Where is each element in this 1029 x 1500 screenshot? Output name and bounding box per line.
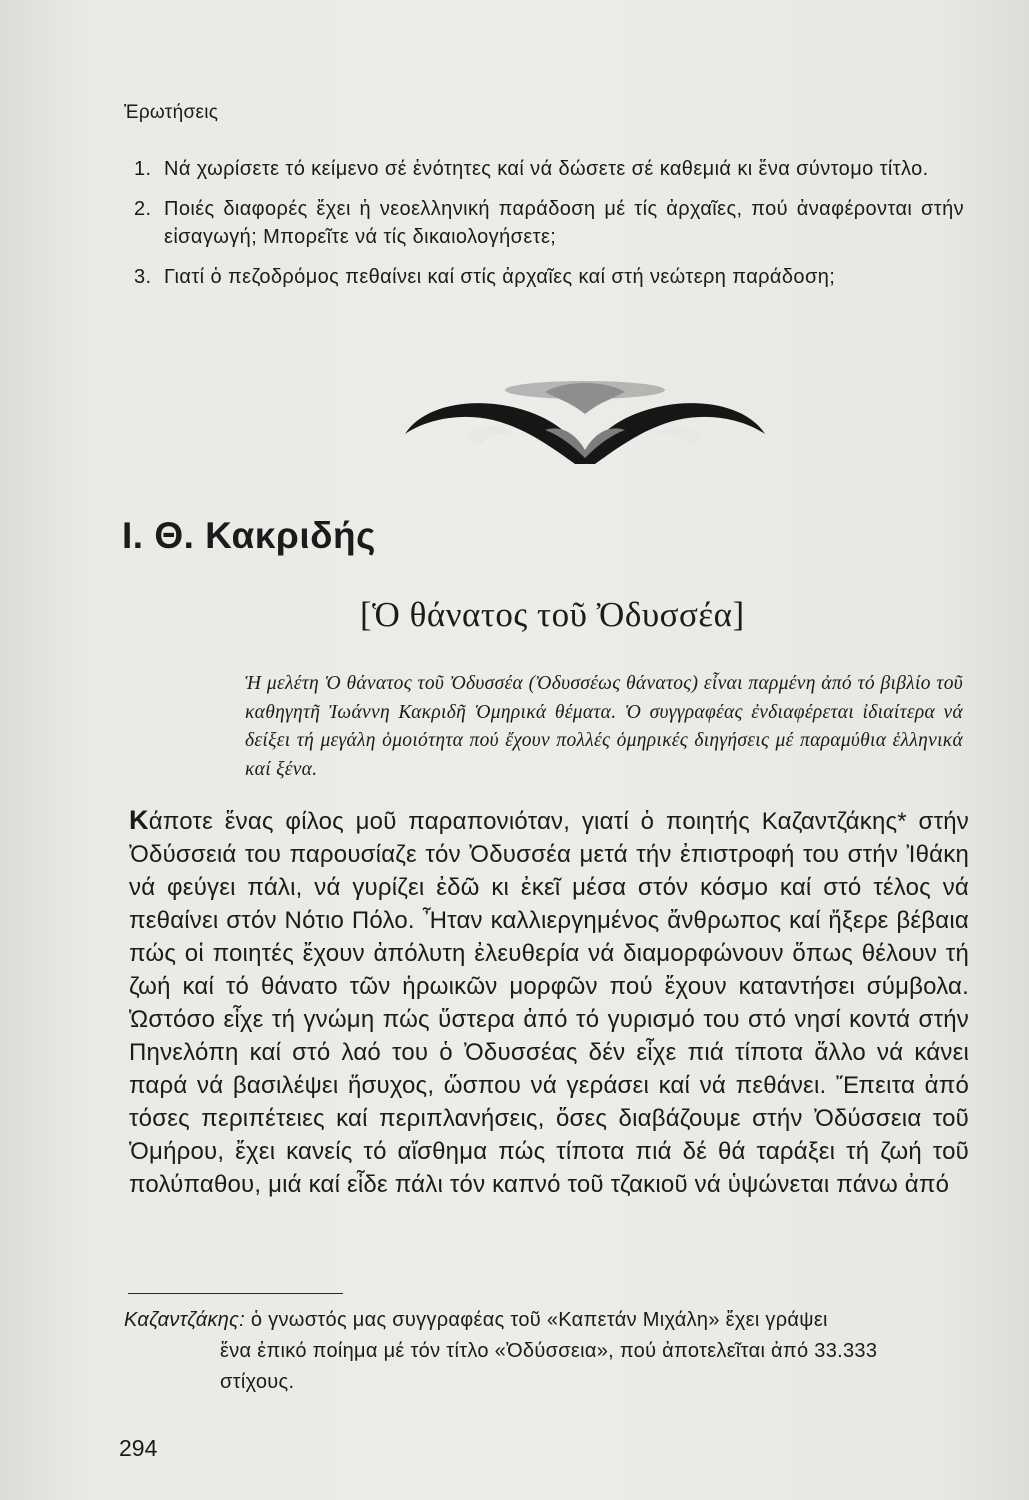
question-text: Γιατί ὁ πεζοδρόμος πεθαίνει καί στίς ἀρχαῖες καί στή νεώτερη παράδοση; — [164, 266, 836, 288]
footnote-term: Καζαντζάκης: — [124, 1309, 246, 1331]
question-number: 2. — [134, 198, 152, 220]
footnote — [124, 1305, 974, 1398]
initial-letter: Κ — [129, 805, 149, 835]
author-name: Ι. Θ. Κακριδής — [122, 515, 376, 556]
page-number: 294 — [119, 1435, 158, 1461]
questions-list — [134, 155, 964, 303]
question-item — [134, 263, 964, 291]
intro-paragraph: Ἡ μελέτη Ὁ θάνατος τοῦ Ὀδυσσέα (Ὀδυσσέως θάνατος) εἶναι παρμένη ἀπό τό βιβλίο τοῦ καθηγητῆ Ἰωάννη Κακριδῆ Ὁμηρικά θέματα. Ὁ συγγραφέας ἐνδιαφέρεται ἰδιαίτερα νά δείξει τή μεγάλη ὁμοιότητα πού ἔχουν πολλές ὁμηρικές διηγήσεις μέ παραμύθια ἑλληνικά καί ξένα. — [245, 673, 963, 780]
body-text: άποτε ἕνας φίλος μοῦ παραπονιόταν, γιατί ὁ ποιητής Καζαντζάκης* στήν Ὀδύσσειά του παρουσίαζε τόν Ὀδυσσέα μετά τήν ἐπιστροφή του στήν Ἰθάκη νά φεύγει πάλι, νά γυρίζει ἐδῶ κι ἐκεῖ μέσα στόν κόσμο καί στό τέλος νά πεθαίνει στόν Νότιο Πόλο. Ἦταν καλλιεργημένος ἄνθρωπος καί ἤξερε βέβαια πώς οἱ ποιητές ἔχουν ἀπόλυτη ἐλευθερία νά διαμορφώνουν ὅπως θέλουν τή ζωή καί τό θάνατο τῶν ἡρωικῶν μορφῶν πού ἔχουν καταντήσει σύμβολα. Ὡστόσο εἶχε τή γνώμη πώς ὕστερα ἀπό τό γυρισμό του στό νησί κοντά στήν Πηνελόπη καί στό λαό του ὁ Ὀδυσσέας δέν εἶχε πιά τίποτα ἄλλο νά κάνει παρά νά βασιλέψει ἥσυχος, ὥσπου νά γεράσει καί νά πεθάνει. Ἔπειτα ἀπό τόσες περιπέτειες καί περιπλανήσεις, ὅσες διαβάζουμε στήν Ὀδύσσεια τοῦ Ὁμήρου, ἔχει κανείς τό αἴσθημα πώς τίποτα πιά δέ θά ταράξει τή ζωή τοῦ πολύπαθου, μιά καί εἶδε πάλι τόν καπνό τοῦ τζακιοῦ νά ὑψώνεται πάνω ἀπό — [129, 808, 969, 1198]
footnote-line: ἕνα ἐπικό ποίημα μέ τόν τίτλο «Ὀδύσσεια», πού ἀποτελεῖται ἀπό 33.333 — [220, 1340, 878, 1362]
essay-title: [Ὁ θάνατος τοῦ Ὀδυσσέα] — [360, 595, 745, 634]
footnote-line: ὁ γνωστός μας συγγραφέας τοῦ «Καπετάν Μιχάλη» ἔχει γράψει — [250, 1309, 828, 1331]
questions-heading: Ἐρωτήσεις — [124, 102, 219, 123]
footnote-rule — [128, 1293, 343, 1294]
question-text: Νά χωρίσετε τό κείμενο σέ ἑνότητες καί νά δώσετε σέ καθεμιά κι ἕνα σύντομο τίτλο. — [164, 158, 929, 180]
question-number: 3. — [134, 266, 152, 288]
footnote-line: στίχους. — [220, 1371, 295, 1393]
question-text: Ποιές διαφορές ἔχει ἡ νεοελληνική παράδοση μέ τίς ἀρχαῖες, πού ἀναφέρονται στήν εἰσαγωγή; Μπορεῖτε νά τίς δικαιολογήσετε; — [164, 198, 964, 248]
question-item — [134, 155, 964, 183]
question-item — [134, 195, 964, 251]
decorative-flourish-icon — [395, 372, 775, 472]
body-paragraph — [129, 804, 969, 1201]
question-number: 1. — [134, 158, 152, 180]
